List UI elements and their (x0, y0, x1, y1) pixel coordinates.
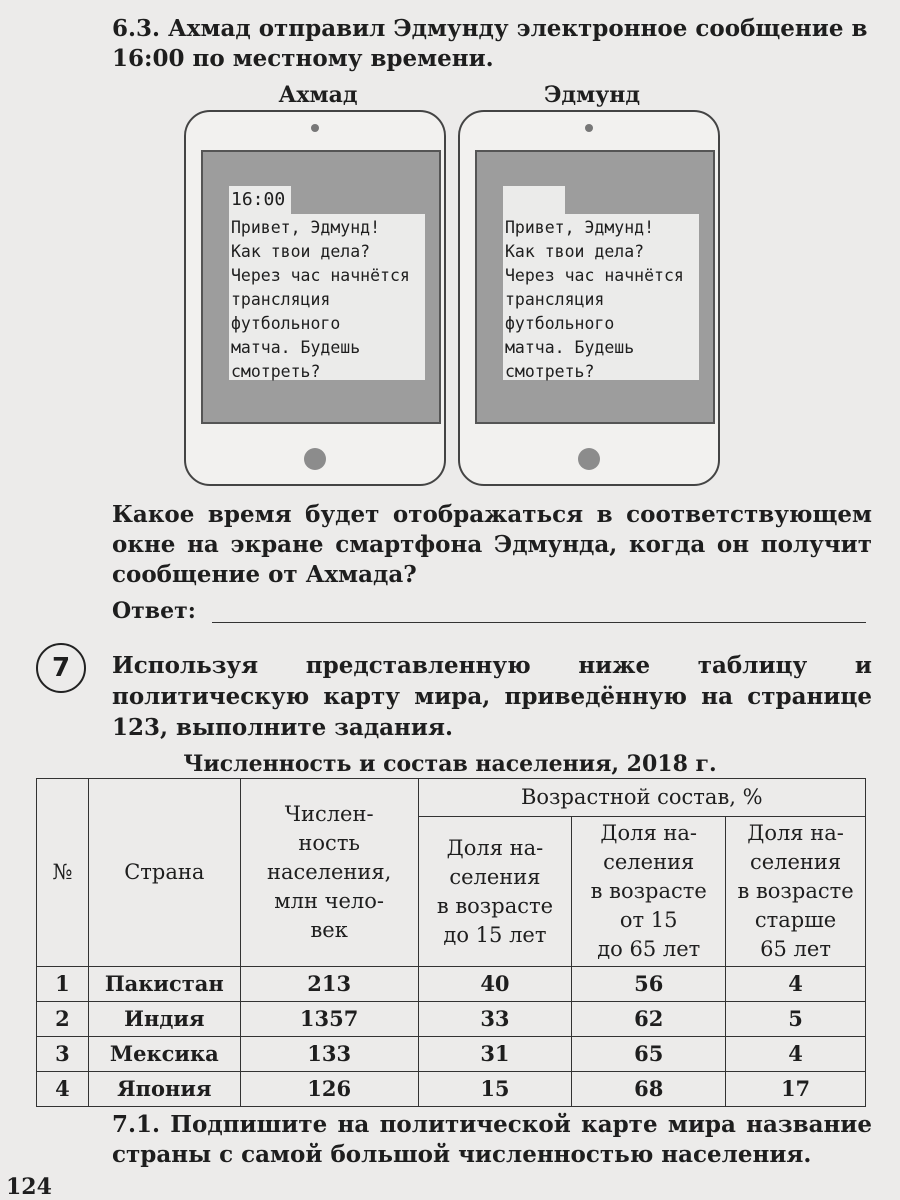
header-num: № (37, 779, 89, 967)
header-country: Страна (88, 779, 240, 967)
task-7-text: Используя представленную ниже таблицу и политическую карту мира, приведённую на странице 123, выполните задания. (112, 652, 872, 741)
phone-right-message (503, 214, 699, 380)
message-line: смотреть? (231, 362, 321, 381)
message-line: Привет, Эдмунд! (231, 218, 381, 237)
cell-under15: 15 (418, 1072, 572, 1107)
header-line: селения (449, 864, 541, 889)
cell-15-65: 68 (572, 1072, 726, 1107)
cell-over65: 4 (726, 1037, 866, 1072)
cell-country: Япония (88, 1072, 240, 1107)
table-row (37, 1002, 866, 1037)
header-line: 65 лет (760, 937, 831, 961)
cell-over65: 4 (726, 967, 866, 1002)
cell-over65: 5 (726, 1002, 866, 1037)
header-line: в возрасте (737, 879, 854, 903)
cell-15-65: 62 (572, 1002, 726, 1037)
table-title: Численность и состав населения, 2018 г. (183, 751, 717, 777)
question-text: Какое время будет отображаться в соответствующем окне на экране смартфона Эдмунда, когда он получит сообщение от Ахмада? (112, 501, 872, 588)
header-line: в возрасте (436, 893, 554, 918)
message-line: Как твои дела? (505, 242, 645, 261)
phone-left-time: 16:00 (229, 186, 291, 214)
header-line: старше (754, 908, 837, 932)
cell-num: 4 (37, 1072, 89, 1107)
task-6-3-line1: 6.3. Ахмад отправил Эдмунду электронное сообщение в (112, 15, 868, 42)
page-number: 124 (6, 1174, 52, 1200)
header-line: Доля на- (446, 835, 544, 860)
message-line: матча. Будешь (231, 338, 361, 357)
phone-left-screen (201, 150, 441, 424)
header-line: селения (603, 850, 695, 874)
message-line: смотреть? (505, 362, 595, 381)
message-line: Как твои дела? (231, 242, 371, 261)
header-line: от 15 (619, 908, 678, 932)
message-line: Привет, Эдмунд! (505, 218, 655, 237)
cell-country: Пакистан (88, 967, 240, 1002)
home-button-icon (304, 448, 326, 470)
message-line: футбольного (505, 314, 615, 333)
message-line: Через час начнётся (231, 266, 410, 285)
phone-left (184, 110, 446, 486)
camera-icon (311, 124, 319, 132)
header-line: Доля на- (747, 821, 844, 845)
header-line: ность (298, 831, 360, 855)
cell-15-65: 65 (572, 1037, 726, 1072)
message-line: матча. Будешь (505, 338, 635, 357)
header-15-65 (572, 817, 726, 967)
task-6-3 (112, 14, 882, 74)
cell-under15: 31 (418, 1037, 572, 1072)
cell-num: 1 (37, 967, 89, 1002)
population-table (36, 778, 866, 1107)
phone-left-message (229, 214, 425, 380)
header-line: млн чело- (274, 889, 385, 913)
table-row (37, 1072, 866, 1107)
header-line: до 15 лет (443, 922, 547, 947)
phone-right-name: Эдмунд (543, 82, 641, 108)
header-line: населения, (266, 860, 392, 884)
phone-right-time (503, 186, 565, 214)
header-over65 (726, 817, 866, 967)
answer-field[interactable] (212, 622, 866, 623)
answer-label: Ответ: (112, 598, 196, 624)
cell-population: 1357 (240, 1002, 418, 1037)
phone-left-name: Ахмад (278, 82, 358, 108)
message-line: трансляция (505, 290, 605, 309)
task-7-number: 7 (36, 643, 86, 693)
phone-right (458, 110, 720, 486)
cell-under15: 40 (418, 967, 572, 1002)
header-population (240, 779, 418, 967)
header-line: селения (749, 850, 842, 874)
cell-population: 126 (240, 1072, 418, 1107)
table-row (37, 967, 866, 1002)
header-line: до 65 лет (597, 937, 701, 961)
cell-num: 2 (37, 1002, 89, 1037)
camera-icon (585, 124, 593, 132)
header-line: в возрасте (590, 879, 707, 903)
cell-under15: 33 (418, 1002, 572, 1037)
cell-country: Индия (88, 1002, 240, 1037)
header-line: Числен- (284, 802, 374, 826)
header-age-group: Возрастной состав, % (418, 779, 865, 817)
cell-15-65: 56 (572, 967, 726, 1002)
cell-num: 3 (37, 1037, 89, 1072)
task-7-1-text: 7.1. Подпишите на политической карте мира название страны с самой большой численностью населения. (112, 1111, 872, 1168)
message-line: Через час начнётся (505, 266, 684, 285)
phone-right-screen (475, 150, 715, 424)
home-button-icon (578, 448, 600, 470)
message-line: футбольного (231, 314, 341, 333)
message-line: трансляция (231, 290, 331, 309)
cell-country: Мексика (88, 1037, 240, 1072)
cell-over65: 17 (726, 1072, 866, 1107)
header-line: Доля на- (600, 821, 698, 845)
cell-population: 213 (240, 967, 418, 1002)
table-row (37, 1037, 866, 1072)
header-under15 (418, 817, 572, 967)
header-line: век (310, 918, 348, 942)
cell-population: 133 (240, 1037, 418, 1072)
task-6-3-line2: 16:00 по местному времени. (112, 45, 494, 72)
